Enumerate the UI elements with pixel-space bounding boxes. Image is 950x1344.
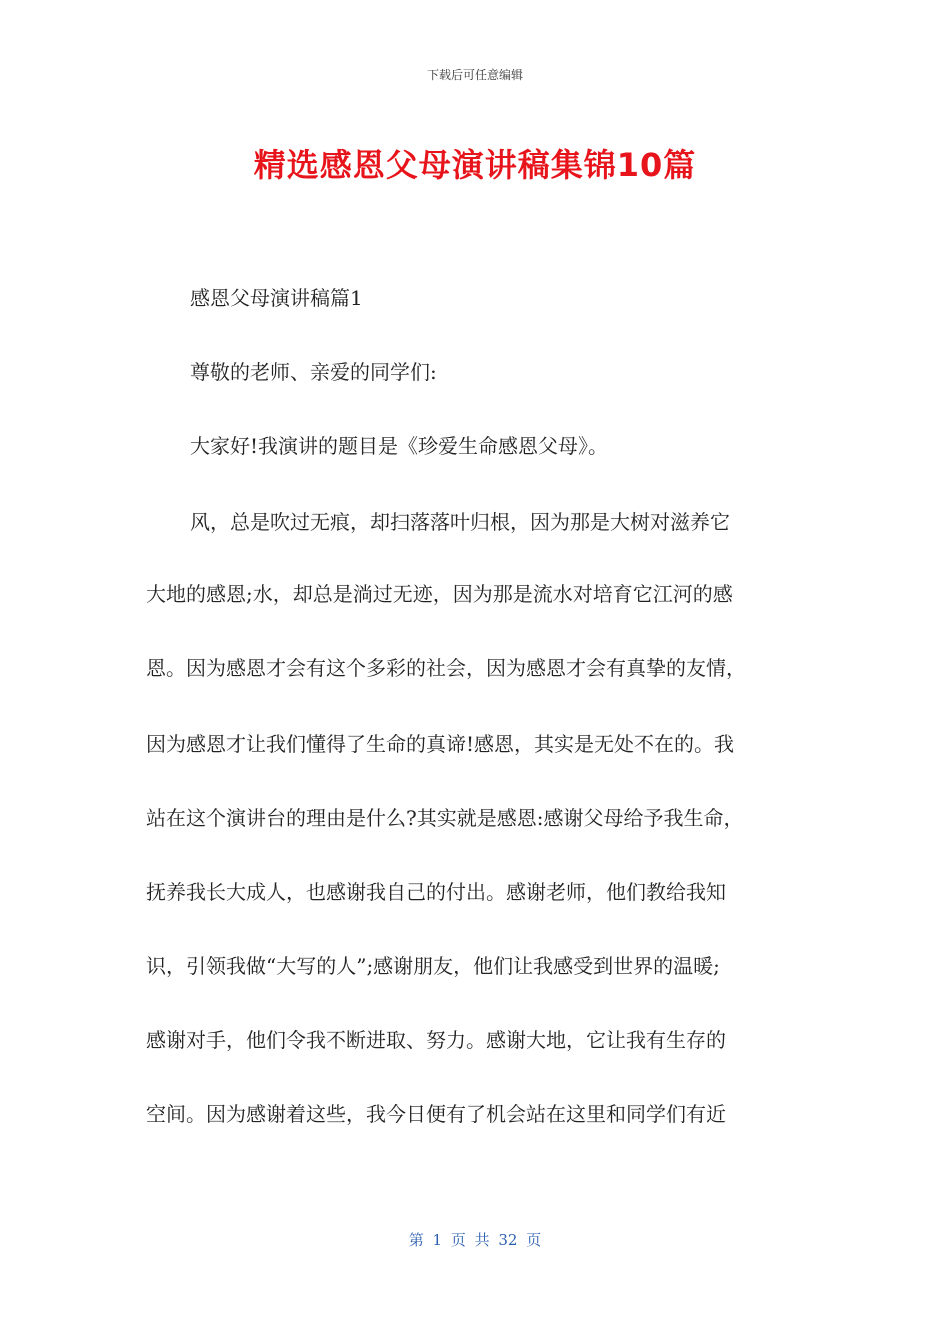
document-title: 精选感恩父母演讲稿集锦10篇 [253,146,697,184]
page-number-footer: 第 1 页 共 32 页 [408,1231,542,1249]
paragraph-line: 识，引领我做“大写的人”;感谢朋友，他们让我感受到世界的温暖; [146,954,720,978]
header-note: 下载后可任意编辑 [426,68,523,82]
paragraph-line: 大地的感恩;水，却总是淌过无迹，因为那是流水对培育它江河的感 [146,582,733,606]
paragraph-line: 空间。因为感谢着这些，我今日便有了机会站在这里和同学们有近 [146,1102,726,1126]
paragraph-line: 抚养我长大成人，也感谢我自己的付出。感谢老师，他们教给我知 [146,880,726,904]
section-heading: 感恩父母演讲稿篇1 [190,286,363,310]
paragraph-line: 风，总是吹过无痕，却扫落落叶归根，因为那是大树对滋养它 [190,510,730,534]
salutation: 尊敬的老师、亲爱的同学们: [190,360,437,384]
paragraph-line: 因为感恩才让我们懂得了生命的真谛!感恩，其实是无处不在的。我 [146,732,735,756]
paragraph-line: 感谢对手，他们令我不断进取、努力。感谢大地，它让我有生存的 [146,1028,726,1052]
greeting-line: 大家好!我演讲的题目是《珍爱生命感恩父母》。 [190,434,609,458]
paragraph-line: 站在这个演讲台的理由是什么?其实就是感恩:感谢父母给予我生命， [146,806,744,830]
paragraph-line: 恩。因为感恩才会有这个多彩的社会，因为感恩才会有真挚的友情， [146,656,746,680]
